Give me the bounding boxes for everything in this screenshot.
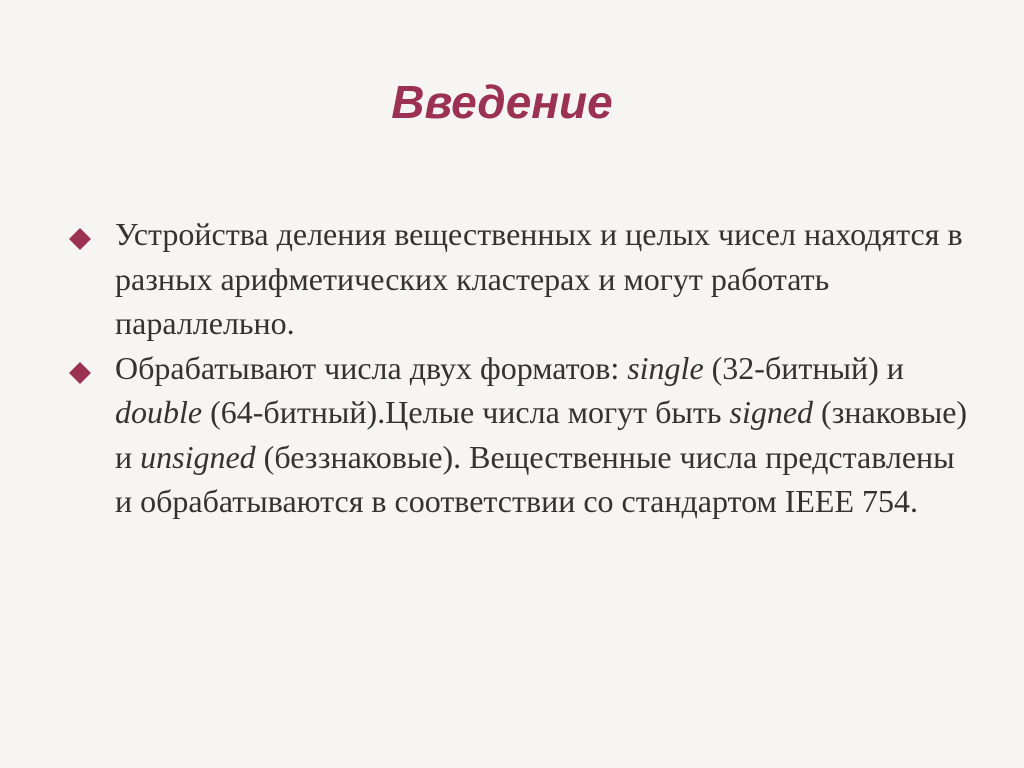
bullet-list: [68, 212, 978, 524]
term-double: double: [115, 394, 203, 430]
bullet-item: [68, 346, 978, 524]
bullet-text: Устройства деления вещественных и целых чисел находятся в разных арифметических кластерах и могут работать параллельно.: [115, 216, 963, 341]
term-single: single: [627, 349, 704, 386]
term-signed: signed: [729, 394, 814, 430]
diamond-bullet-icon: [68, 346, 115, 385]
diamond-bullet-icon: [68, 212, 115, 251]
bullet-text: Обрабатывают числа двух форматов: single (32-битный) и double (64-битный).Целые числа могут быть signed (знаковые) и unsigned (беззнаковые). Вещественные числа представлены и обрабатываются в соответствии со стандартом IEEE 754.: [115, 349, 968, 519]
slide-title: Введение: [391, 76, 613, 128]
bullet-item: [68, 212, 978, 346]
term-unsigned: unsigned: [140, 438, 256, 475]
